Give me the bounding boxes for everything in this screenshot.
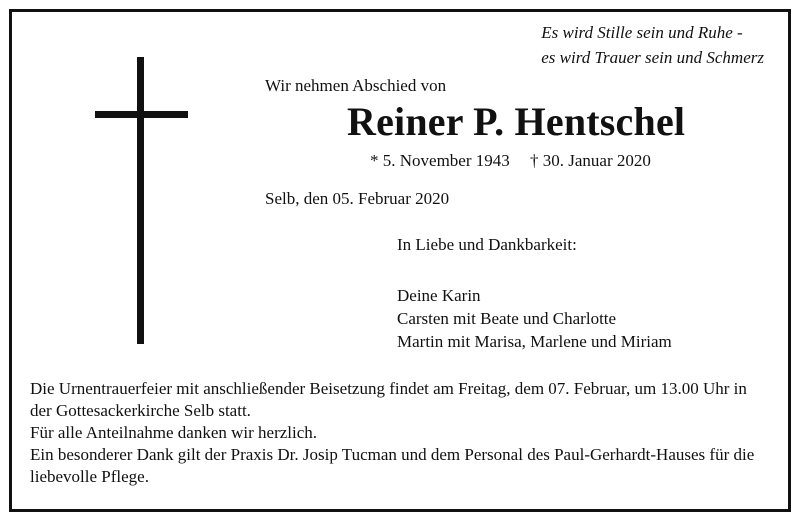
mourner-entry: Deine Karin: [397, 286, 481, 305]
life-dates: [370, 151, 651, 171]
mourners-list: [397, 284, 672, 353]
cross-vertical-bar: [137, 57, 144, 344]
farewell-intro: Wir nehmen Abschied von: [265, 76, 447, 95]
cross-horizontal-bar: [95, 111, 188, 118]
motto-line: es wird Trauer sein und Schmerz: [541, 48, 764, 67]
birth-date: * 5. November 1943: [370, 151, 510, 170]
deceased-name: Reiner P. Hentschel: [347, 99, 686, 144]
funeral-service-notice: Die Urnentrauerfeier mit anschließender Beisetzung findet am Freitag, dem 07. Februar, um 13.00 Uhr in der Gottesackerkirche Selb statt.: [30, 379, 747, 420]
service-notices: [30, 378, 770, 488]
mourners-intro: In Liebe und Dankbarkeit:: [397, 235, 577, 254]
death-date: † 30. Januar 2020: [530, 151, 651, 170]
special-thanks-notice: Ein besonderer Dank gilt der Praxis Dr. Josip Tucman und dem Personal des Paul-Gerhardt-Hauses für die liebevolle Pflege.: [30, 445, 755, 486]
mourner-entry: Martin mit Marisa, Marlene und Miriam: [397, 332, 672, 351]
mourner-entry: Carsten mit Beate und Charlotte: [397, 309, 617, 328]
motto-line: Es wird Stille sein und Ruhe -: [541, 23, 743, 42]
thanks-notice: Für alle Anteilnahme danken wir herzlich.: [30, 423, 318, 442]
motto-verse: [541, 20, 764, 70]
place-and-date: Selb, den 05. Februar 2020: [265, 189, 450, 208]
